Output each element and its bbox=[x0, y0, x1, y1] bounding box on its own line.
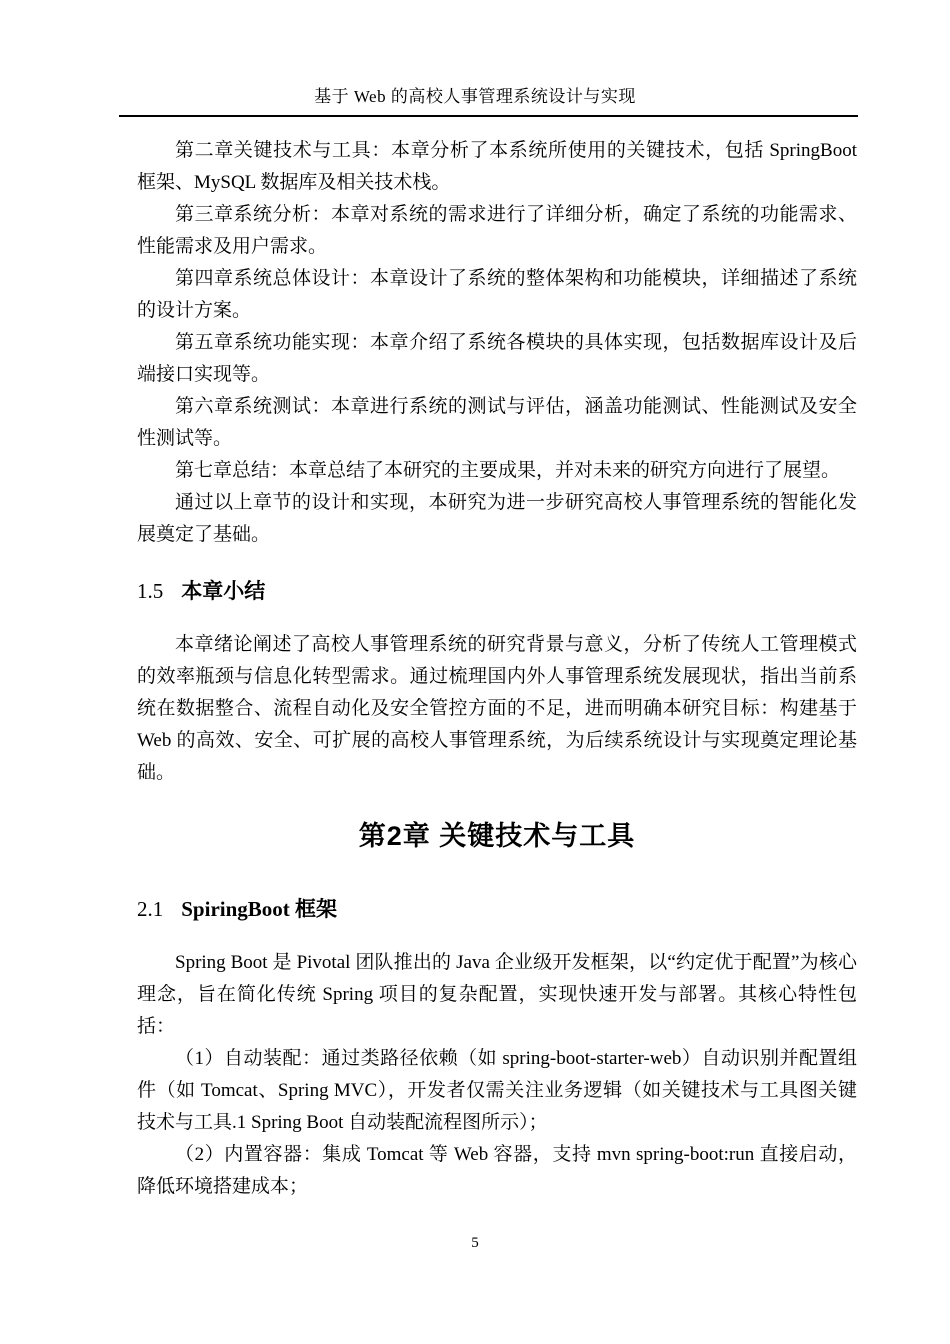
document-body bbox=[137, 135, 857, 1203]
section-number: 2.1 bbox=[137, 897, 164, 921]
section-title: SpiringBoot 框架 bbox=[181, 897, 338, 921]
section-2-1-paragraph: （2）内置容器：集成 Tomcat 等 Web 容器，支持 mvn spring-boot:run 直接启动，降低环境搭建成本； bbox=[137, 1144, 857, 1197]
header-divider bbox=[119, 115, 858, 117]
section-2-1-paragraph: （1）自动装配：通过类路径依赖（如 spring-boot-starter-web）自动识别并配置组件（如 Tomcat、Spring MVC），开发者仅需关注业务逻辑（如关键技术与工具图关键技术与工具.1 Spring Boot 自动装配流程图所示）； bbox=[137, 1048, 857, 1133]
chapter-overview-paragraph: 第五章系统功能实现：本章介绍了系统各模块的具体实现，包括数据库设计及后端接口实现等。 bbox=[137, 332, 857, 385]
page-number: 5 bbox=[471, 1235, 479, 1251]
chapter-overview-paragraph: 第三章系统分析：本章对系统的需求进行了详细分析，确定了系统的功能需求、性能需求及用户需求。 bbox=[137, 204, 857, 257]
page-header bbox=[0, 0, 950, 117]
chapter-overview-paragraph: 通过以上章节的设计和实现，本研究为进一步研究高校人事管理系统的智能化发展奠定了基础。 bbox=[137, 492, 857, 545]
chapter-overview-paragraph: 第四章系统总体设计：本章设计了系统的整体架构和功能模块，详细描述了系统的设计方案。 bbox=[137, 268, 857, 321]
section-heading-1-5 bbox=[137, 577, 857, 605]
chapter-overview-paragraph: 第二章关键技术与工具：本章分析了本系统所使用的关键技术，包括 SpringBoot 框架、MySQL 数据库及相关技术栈。 bbox=[137, 140, 857, 193]
section-title: 本章小结 bbox=[181, 579, 266, 603]
section-heading-2-1 bbox=[137, 895, 857, 923]
chapter-overview-paragraph: 第六章系统测试：本章进行系统的测试与评估，涵盖功能测试、性能测试及安全性测试等。 bbox=[137, 396, 857, 449]
section-2-1-paragraph: Spring Boot 是 Pivotal 团队推出的 Java 企业级开发框架，以“约定优于配置”为核心理念，旨在简化传统 Spring 项目的复杂配置，实现快速开发与部署。其核心特性包括： bbox=[137, 952, 857, 1037]
chapter-2-heading: 第2章 关键技术与工具 bbox=[358, 821, 636, 851]
section-number: 1.5 bbox=[137, 579, 164, 603]
running-header-title: 基于 Web 的高校人事管理系统设计与实现 bbox=[314, 87, 636, 106]
chapter-overview-paragraph: 第七章总结：本章总结了本研究的主要成果，并对未来的研究方向进行了展望。 bbox=[175, 460, 841, 481]
section-1-5-body-paragraph: 本章绪论阐述了高校人事管理系统的研究背景与意义，分析了传统人工管理模式的效率瓶颈与信息化转型需求。通过梳理国内外人事管理系统发展现状，指出当前系统在数据整合、流程自动化及安全管控方面的不足，进而明确本研究目标：构建基于 Web 的高效、安全、可扩展的高校人事管理系统，为后续系统设计与实现奠定理论基础。 bbox=[137, 634, 857, 783]
